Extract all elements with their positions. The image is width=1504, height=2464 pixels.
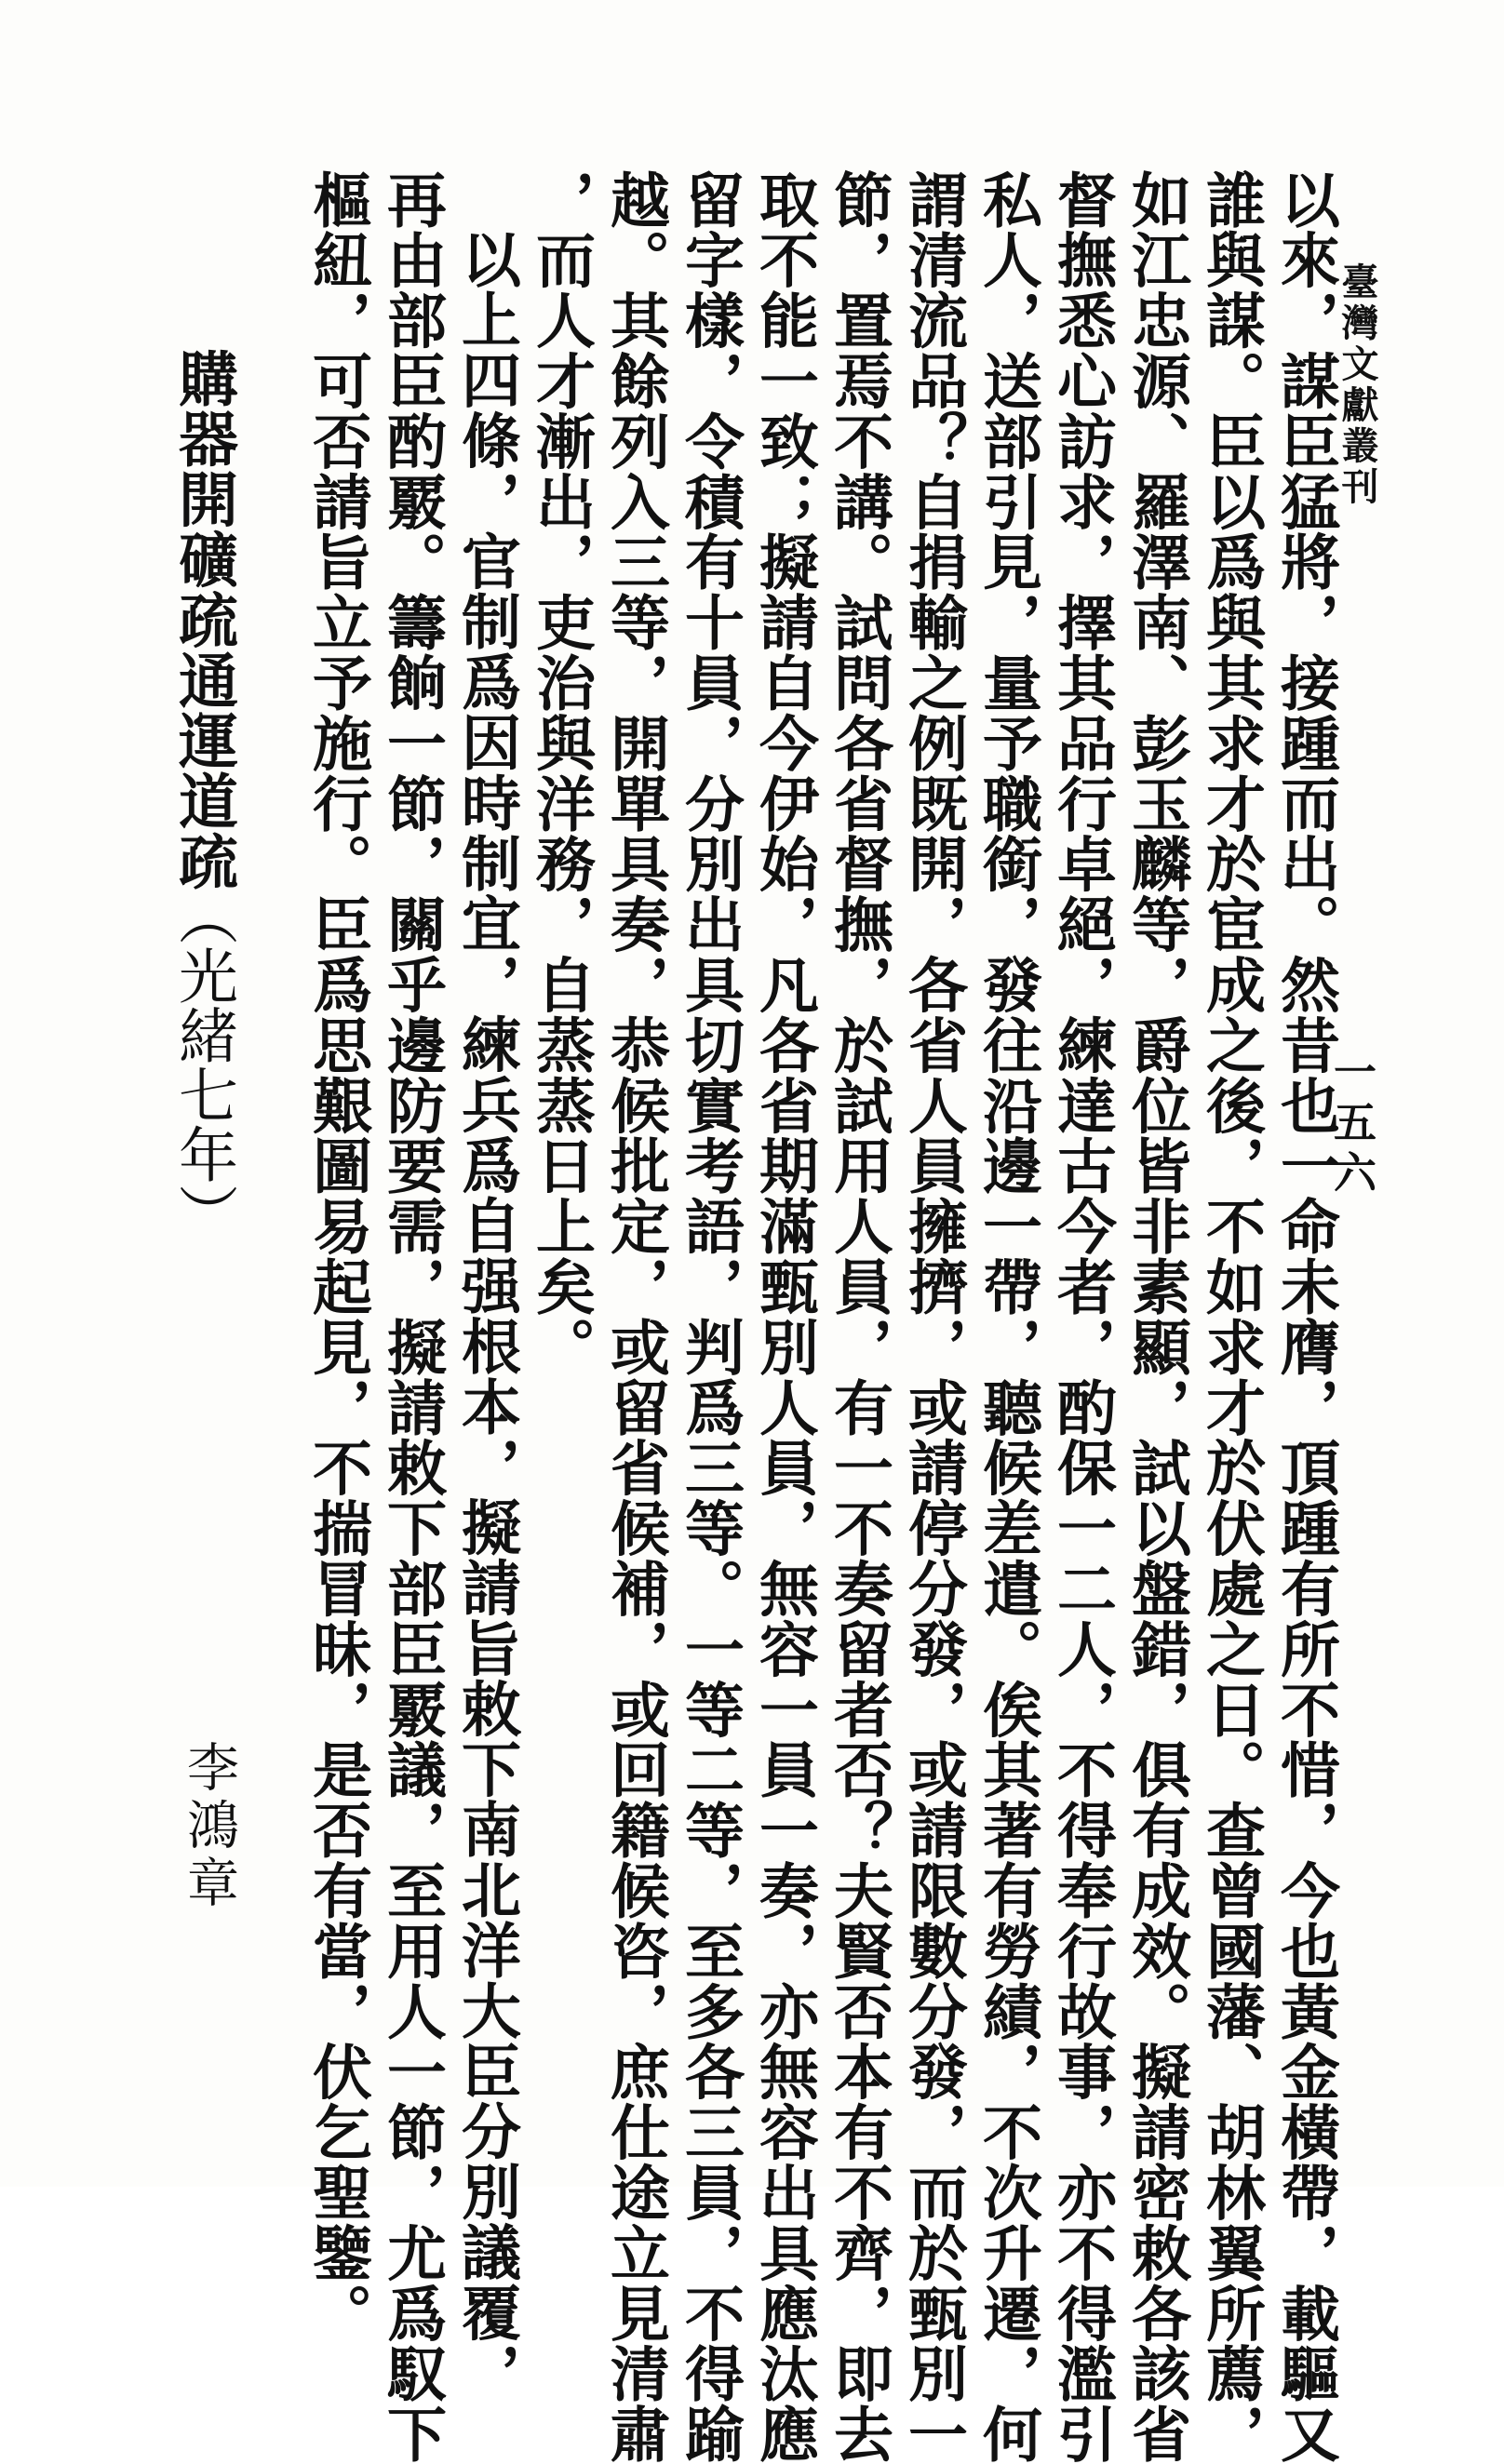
body-column: 以來，謀臣猛將，接踵而出。然昔也一命未膺，頂踵有所不惜，今也黃金橫帶，載驅又 bbox=[1270, 169, 1340, 2464]
body-column: ，而人才漸出，吏治與洋務，自蒸蒸日上矣。 bbox=[526, 169, 596, 1377]
body-column: 節，置焉不講。試問各省督撫，於試用人員，有一不奏留者否？夫賢否本有不齊，即去 bbox=[824, 169, 893, 2464]
body-column: 如江忠源、羅澤南、彭玉麟等，爵位皆非素顯，試以盤錯，俱有成效。擬請密敕各該省 bbox=[1121, 169, 1191, 2464]
body-column: 留字樣，令積有十員，分別出具切實考語，判爲三等。一等二等，至多各三員，不得踰 bbox=[675, 169, 745, 2464]
body-column: 以上四條，官制爲因時制宜，練兵爲自强根本，擬請旨敕下南北洋大臣分別議覆， bbox=[451, 229, 521, 2404]
series-title: 臺灣文獻叢刊 bbox=[1336, 262, 1379, 508]
body-column: 誰與謀。臣以爲與其求才於宦成之後，不如求才於伏處之日。查曾國藩、胡林翼所薦， bbox=[1196, 169, 1266, 2464]
body-column: 私人，送部引見，量予職銜，發往沿邊一帶，聽候差遣。俟其著有勞績，不次升遷，何 bbox=[973, 169, 1042, 2464]
section-author: 李鴻章 bbox=[179, 1740, 239, 1913]
section-title: 購器開礦疏通運道疏 bbox=[168, 348, 238, 892]
body-column: 樞紐，可否請旨立予施行。臣爲思艱圖易起見，不揣冒昧，是否有當，伏乞聖鑒。 bbox=[302, 169, 372, 2344]
page-number: 一五六 bbox=[1327, 1050, 1377, 1200]
body-column: 再由部臣酌覈。籌餉一節，關乎邊防要需，擬請敕下部臣覈議，至用人一節，尤爲馭下 bbox=[377, 169, 447, 2464]
body-column: 越。其餘列入三等，開單具奏，恭候批定，或留省候補，或回籍候咨，庶仕途立見清肅 bbox=[600, 169, 670, 2464]
section-reign-note: （光緒七年） bbox=[168, 886, 237, 1243]
body-column: 督撫悉心訪求，擇其品行卓絕，練達古今者，酌保一二人，不得奉行故事，亦不得濫引 bbox=[1047, 169, 1117, 2464]
body-column: 取不能一致；擬請自今伊始，凡各省期滿甄別人員，無容一員一奏，亦無容出具應汰應 bbox=[749, 169, 819, 2464]
body-column: 謂清流品？自捐輸之例既開，各省人員擁擠，或請停分發，或請限數分發，而於甄別一 bbox=[898, 169, 968, 2464]
